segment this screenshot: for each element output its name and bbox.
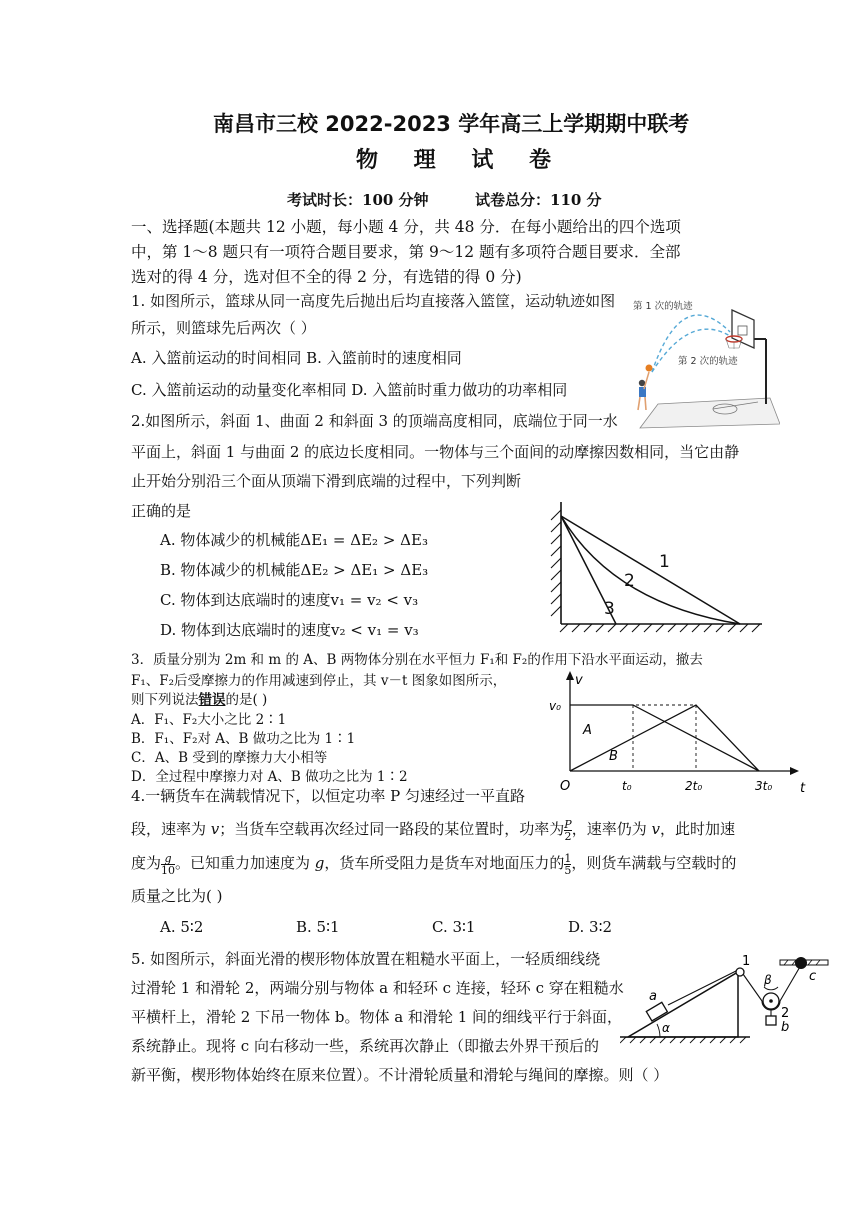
q4-option-a: A. 5∶2: [160, 918, 204, 936]
q1-trajectory-label-1: 第 1 次的轨迹: [633, 301, 693, 312]
q4-stem-line3: 度为 $\frac{g}{10}$ 。已知重力加速度为 g，货车所受阻力是货车对地面压力的 $\frac{1}{5}$ ，则货车满载与空载时的: [131, 851, 737, 877]
q5-stem-line3: 平横杆上，滑轮 2 下吊一物体 b。物体 a 和滑轮 1 间的细线平行于斜面，: [131, 1008, 623, 1026]
q1-stem-line2: 所示，则篮球先后两次（ ）: [131, 319, 316, 337]
q4-stem-line1: 4.一辆货车在满载情况下，以恒定功率 P 匀速经过一平直路: [131, 787, 525, 805]
paper-title: 南昌市三校 2022-2023 学年高三上学期期中联考: [213, 112, 690, 136]
beta-label: β: [764, 973, 772, 987]
paper-subtitle: 物 理 试 卷: [356, 148, 565, 173]
q3-stem-line2: F₁、F₂后受摩擦力的作用减速到停止，其 v－t 图象如图所示，: [131, 673, 507, 689]
q3-option-a: A．F₁、F₂大小之比 2∶1: [131, 712, 287, 728]
q5-stem-line2: 过滑轮 1 和滑轮 2，两端分别与物体 a 和轻环 c 连接，轻环 c 穿在粗糙水: [131, 979, 624, 997]
q2-stem-line2: 平面上，斜面 1 与曲面 2 的底边长度相同。一物体与三个面间的动摩擦因数相同，当它由静: [131, 443, 740, 461]
q2-stem-line1: 2.如图所示，斜面 1、曲面 2 和斜面 3 的顶端高度相同，底端位于同一水: [131, 412, 618, 430]
exam-total-score: 试卷总分：110 分: [475, 191, 602, 209]
q2-stem-line4: 正确的是: [131, 502, 192, 520]
pulley-2-label: 2: [781, 1006, 790, 1021]
exam-duration: 考试时长：100 分钟: [287, 191, 429, 209]
q2-label-2: 2: [624, 571, 635, 591]
q5-stem-line5: 新平衡，楔形物体始终在原来位置）。不计滑轮质量和滑轮与绳间的摩擦。则（ ）: [131, 1066, 669, 1084]
series-a-label: A: [583, 723, 592, 738]
q4-stem-line4: 质量之比为( ): [131, 887, 223, 905]
q3-option-d: D．全过程中摩擦力对 A、B 做功之比为 1∶2: [131, 769, 408, 785]
q2-option-d: D. 物体到达底端时的速度v₂ < v₁ = v₃: [160, 621, 419, 639]
q2-slopes-figure: [544, 500, 770, 640]
v0-tick-label: v₀: [549, 699, 561, 713]
origin-label: O: [560, 779, 571, 794]
block-a-label: a: [649, 989, 657, 1004]
q2-label-1: 1: [659, 552, 670, 572]
2t0-tick-label: 2t₀: [685, 779, 703, 793]
q3-option-c: C．A、B 受到的摩擦力大小相等: [131, 750, 328, 766]
q4-option-b: B. 5∶1: [296, 918, 340, 936]
block-b-label: b: [781, 1020, 790, 1035]
section-instruction-line1: 一、选择题(本题共 12 小题，每小题 4 分，共 48 分．在每小题给出的四个选项: [131, 218, 681, 236]
q2-stem-line3: 止开始分别沿三个面从顶端下滑到底端的过程中，下列判断: [131, 472, 522, 490]
q2-option-b: B. 物体减少的机械能ΔE₂ > ΔE₁ > ΔE₃: [160, 561, 429, 579]
q3-stem-line1: 3．质量分别为 2m 和 m 的 A、B 两物体分别在水平恒力 F₁和 F₂的作用下沿水平面运动，撤去: [131, 652, 703, 668]
series-line-b: [570, 705, 759, 771]
q1-options-cd: C. 入篮前运动的动量变化率相同 D. 入篮前时重力做功的功率相同: [131, 381, 568, 399]
pulley-1-label: 1: [742, 954, 751, 969]
q5-stem-line1: 5. 如图所示，斜面光滑的楔形物体放置在粗糙水平面上，一轻质细线绕: [131, 950, 601, 968]
ring-c-label: c: [809, 969, 817, 984]
section-instruction-line3: 选对的得 4 分，选对但不全的得 2 分，有选错的得 0 分): [131, 268, 522, 286]
series-b-label: B: [609, 749, 618, 764]
section-instruction-line2: 中，第 1～8 题只有一项符合题目要求，第 9～12 题有多项符合题目要求．全部: [131, 243, 681, 261]
t0-tick-label: t₀: [622, 779, 632, 793]
q3-vt-graph: [545, 668, 815, 798]
q2-label-3: 3: [604, 599, 615, 619]
q3-stem-line3: 则下列说法错误的是( ): [131, 692, 268, 708]
q4-stem-line2: 段，速率为 v；当货车空载再次经过同一路段的某位置时，功率为 $\frac{P}{2}$ ，速率仍为 v，此时加速: [131, 817, 735, 843]
x-axis-label: t: [800, 781, 806, 796]
q5-stem-line4: 系统静止。现将 c 向右移动一些，系统再次静止（即撤去外界干预后的: [131, 1037, 599, 1055]
q1-options-ab: A. 入篮前运动的时间相同 B. 入篮前时的速度相同: [131, 349, 462, 367]
series-line-a: [570, 705, 759, 771]
q2-option-a: A. 物体减少的机械能ΔE₁ = ΔE₂ > ΔE₃: [160, 531, 428, 549]
alpha-label: α: [662, 1021, 670, 1035]
q4-option-c: C. 3∶1: [432, 918, 476, 936]
q1-stem-line1: 1. 如图所示，篮球从同一高度先后抛出后均直接落入篮筐，运动轨迹如图: [131, 292, 616, 310]
y-axis-label: v: [575, 673, 583, 688]
q3-option-b: B．F₁、F₂对 A、B 做功之比为 1∶1: [131, 731, 356, 747]
3t0-tick-label: 3t₀: [755, 779, 773, 793]
q5-pulley-figure: [620, 944, 830, 1044]
q4-option-d: D. 3∶2: [568, 918, 613, 936]
q2-option-c: C. 物体到达底端时的速度v₁ = v₂ < v₃: [160, 591, 419, 609]
q1-basketball-figure: [630, 292, 780, 432]
q1-trajectory-label-2: 第 2 次的轨迹: [678, 356, 738, 367]
